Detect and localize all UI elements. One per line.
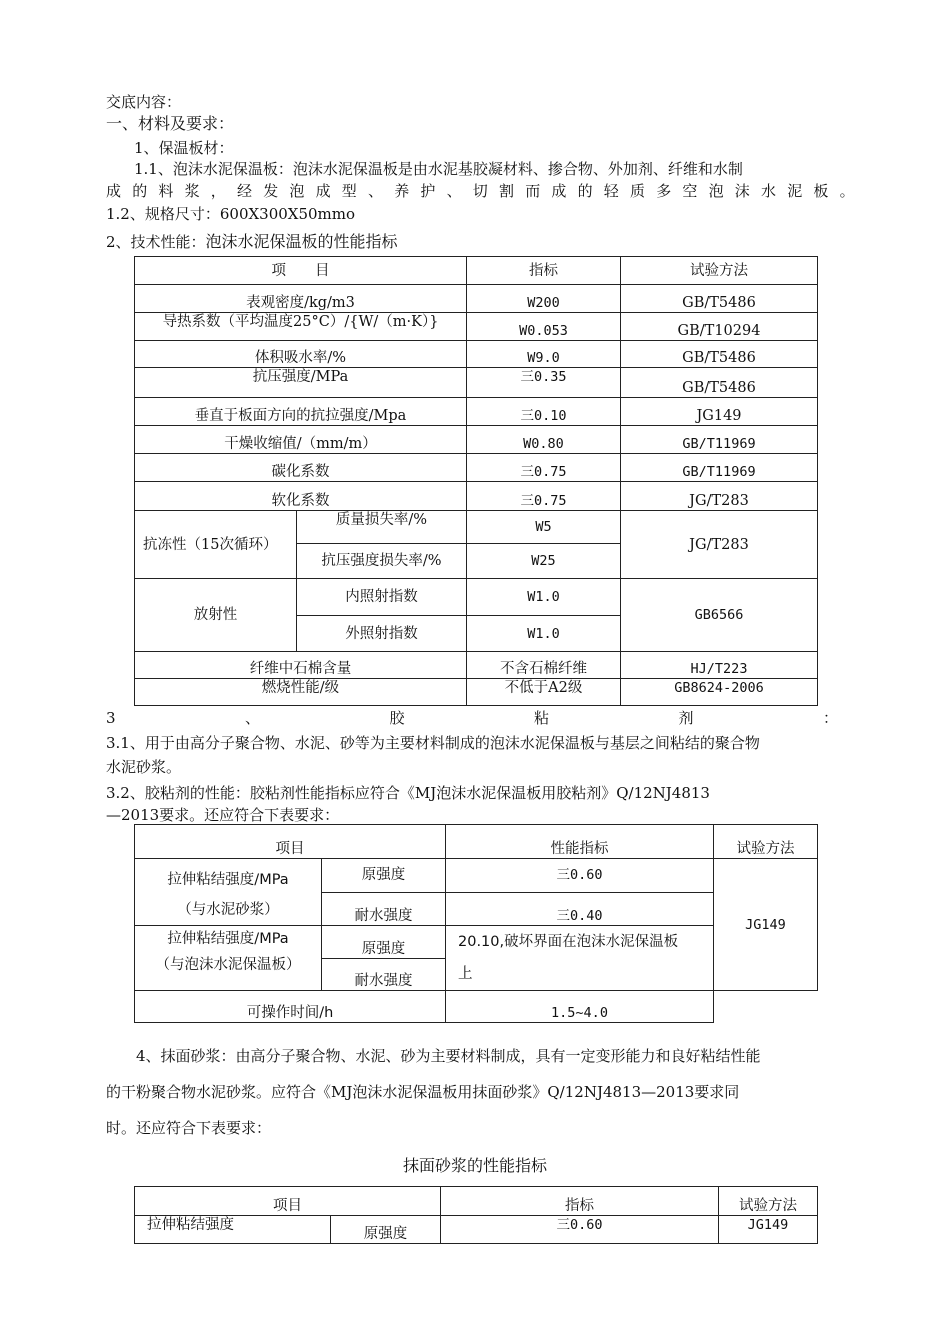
- s1-2-text: 1.2、规格尺寸：600X300X50mmo: [106, 205, 356, 223]
- t1-radiation-value: W1.0: [467, 579, 621, 616]
- plaster-mortar-spec-table: [134, 1186, 818, 1244]
- s1-1-title: 1、保温板材：: [134, 139, 234, 157]
- s1-1-text-b: 成的料浆，经发泡成型、养护、切割而成的轻质多空泡沫水泥板。: [106, 182, 866, 200]
- t2-group1-line-a: 拉伸粘结强度/MPa: [167, 872, 289, 888]
- t1-row-value: 三0.35: [467, 368, 621, 398]
- t1-freeze-method: JG/T283: [621, 511, 818, 579]
- t1-freeze-value: W5: [467, 511, 621, 544]
- s4-heading: 抹面砂浆的性能指标: [402, 1156, 547, 1175]
- t2-header-method: 试验方法: [714, 825, 818, 859]
- t1-freeze-item: 质量损失率/%: [297, 511, 467, 544]
- s3-1-text-b: 水泥砂浆。: [106, 758, 182, 776]
- t1-row-value: W0.053: [467, 313, 621, 341]
- adhesive-spec-table: [134, 824, 818, 1023]
- t1-row-method: JG149: [621, 398, 818, 426]
- t1-row-value: 三0.75: [467, 482, 621, 511]
- t3-header-item: 项目: [135, 1187, 441, 1216]
- t1-row-item: 表观密度/kg/m3: [135, 285, 467, 313]
- s4-text-c: 时。还应符合下表要求：: [106, 1119, 272, 1137]
- t1-row-item: [135, 313, 467, 341]
- t1-radiation-method: GB6566: [621, 579, 818, 652]
- t2-header-value: 性能指标: [446, 825, 714, 859]
- t3-row-value: 三0.60: [441, 1216, 719, 1244]
- t1-row-item-text: 导热系数（平均温度25°C）/{W/（m·K）}: [162, 314, 439, 330]
- t1-row-method: GB/T11969: [621, 454, 818, 482]
- t2-work-time-label: 可操作时间/h: [135, 991, 446, 1023]
- t1-row-method: JG/T283: [621, 482, 818, 511]
- t1-row-item: 碳化系数: [135, 454, 467, 482]
- t2-header-item: 项目: [135, 825, 446, 859]
- s3-2-text-a: 3.2、胶粘剂的性能：胶粘剂性能指标应符合《MJ泡沫水泥保温板用胶粘剂》Q/12NJ4813: [106, 784, 710, 802]
- t3-header-method: 试验方法: [719, 1187, 818, 1216]
- s3-heading-char: 剂: [678, 709, 694, 727]
- t2-work-time-value: 1.5~4.0: [446, 991, 714, 1023]
- t1-row-value: 三0.75: [467, 454, 621, 482]
- t3-row-item: 拉伸粘结强度: [135, 1216, 331, 1244]
- s2-label-text: 2、技术性能：: [106, 233, 206, 251]
- t1-row-item: 抗压强度/MPa: [135, 368, 467, 398]
- t2-sub-original: 原强度: [322, 926, 446, 959]
- t2-g1-water-value: 三0.40: [446, 892, 714, 926]
- t1-row-value: W9.0: [467, 341, 621, 368]
- t1-row-item: 干燥收缩值/（mm/m）: [135, 426, 467, 454]
- t1-row-value: W200: [467, 285, 621, 313]
- t2-sub-water: 耐水强度: [322, 892, 446, 926]
- s3-heading-char: 、: [245, 709, 261, 727]
- t1-row-method: GB/T5486: [621, 341, 818, 368]
- t1-row-method: GB/T5486: [621, 368, 818, 398]
- t2-method: JG149: [714, 859, 818, 991]
- t1-radiation-value: W1.0: [467, 616, 621, 652]
- t2-g1-original-value: 三0.60: [446, 859, 714, 893]
- t3-row-sub: 原强度: [331, 1216, 441, 1244]
- s3-heading: [106, 708, 838, 728]
- s3-heading-char: ：: [822, 709, 838, 727]
- t1-header-item: 项 目: [135, 257, 467, 285]
- s3-heading-char: 3: [106, 709, 116, 727]
- t2-sub-original: 原强度: [322, 859, 446, 893]
- s1-1-text-a: 1.1、泡沫水泥保温板：泡沫水泥保温板是由水泥基胶凝材料、掺合物、外加剂、纤维和水制: [134, 160, 743, 178]
- t1-tail-item: 纤维中石棉含量: [135, 652, 467, 679]
- t2-group2: [135, 926, 322, 991]
- s3-1-text-a: 3.1、用于由高分子聚合物、水泥、砂等为主要材料制成的泡沫水泥保温板与基层之间粘结的聚合物: [106, 734, 760, 752]
- t1-header-value: 指标: [467, 257, 621, 285]
- s2-label: [106, 232, 398, 252]
- t2-group1: [135, 859, 322, 926]
- t1-radiation-item: 外照射指数: [297, 616, 467, 652]
- foam-board-spec-table: [134, 256, 818, 706]
- t1-row-value: W0.80: [467, 426, 621, 454]
- t1-freeze-item: 抗压强度损失率/%: [297, 544, 467, 579]
- t1-tail-method: HJ/T223: [621, 652, 818, 679]
- t1-tail-method: GB8624-2006: [621, 679, 818, 706]
- section1-title: 一、材料及要求：: [106, 114, 235, 133]
- t1-row-item: 垂直于板面方向的抗拉强度/Mpa: [135, 398, 467, 426]
- t2-group2-line-b: （与泡沫水泥保温板）: [155, 957, 301, 973]
- s3-heading-char: 胶: [389, 709, 405, 727]
- t1-freeze-value: W25: [467, 544, 621, 579]
- t1-radiation-item: 内照射指数: [297, 579, 467, 616]
- t1-radiation-group: 放射性: [135, 579, 297, 652]
- t2-g2-value-line-a: 20.10,破坏界面在泡沫水泥保温板: [458, 934, 679, 950]
- t3-header-value: 指标: [441, 1187, 719, 1216]
- t1-tail-value: 不低于A2级: [467, 679, 621, 706]
- s4-text-a: 4、抹面砂浆：由高分子聚合物、水泥、砂为主要材料制成，具有一定变形能力和良好粘结性能: [136, 1047, 761, 1065]
- t1-row-item: 体积吸水率/%: [135, 341, 467, 368]
- s2-heading: 泡沫水泥保温板的性能指标: [205, 232, 398, 251]
- t1-tail-value: 不含石棉纤维: [467, 652, 621, 679]
- t1-freeze-group: 抗冻性（15次循环）: [135, 511, 297, 579]
- t1-row-method: GB/T11969: [621, 426, 818, 454]
- t2-g2-value: [446, 926, 714, 991]
- t1-row-method: GB/T5486: [621, 285, 818, 313]
- t3-row-method: JG149: [719, 1216, 818, 1244]
- s3-heading-char: 粘: [533, 709, 549, 727]
- t2-group1-line-b: （与水泥砂浆）: [177, 902, 279, 918]
- t1-header-method: 试验方法: [621, 257, 818, 285]
- t1-row-item: 软化系数: [135, 482, 467, 511]
- s3-2-text-b: —2013要求。还应符合下表要求：: [106, 806, 340, 824]
- s4-text-b: 的干粉聚合物水泥砂浆。应符合《MJ泡沫水泥保温板用抹面砂浆》Q/12NJ4813—2013要求同: [106, 1083, 740, 1101]
- t1-row-value: 三0.10: [467, 398, 621, 426]
- t2-group2-line-a: 拉伸粘结强度/MPa: [167, 931, 289, 947]
- t1-row-method: GB/T10294: [621, 313, 818, 341]
- t1-tail-item: 燃烧性能/级: [135, 679, 467, 706]
- intro-label: 交底内容：: [106, 93, 182, 111]
- t2-g2-value-line-b: 上: [458, 966, 473, 982]
- t2-sub-water: 耐水强度: [322, 958, 446, 991]
